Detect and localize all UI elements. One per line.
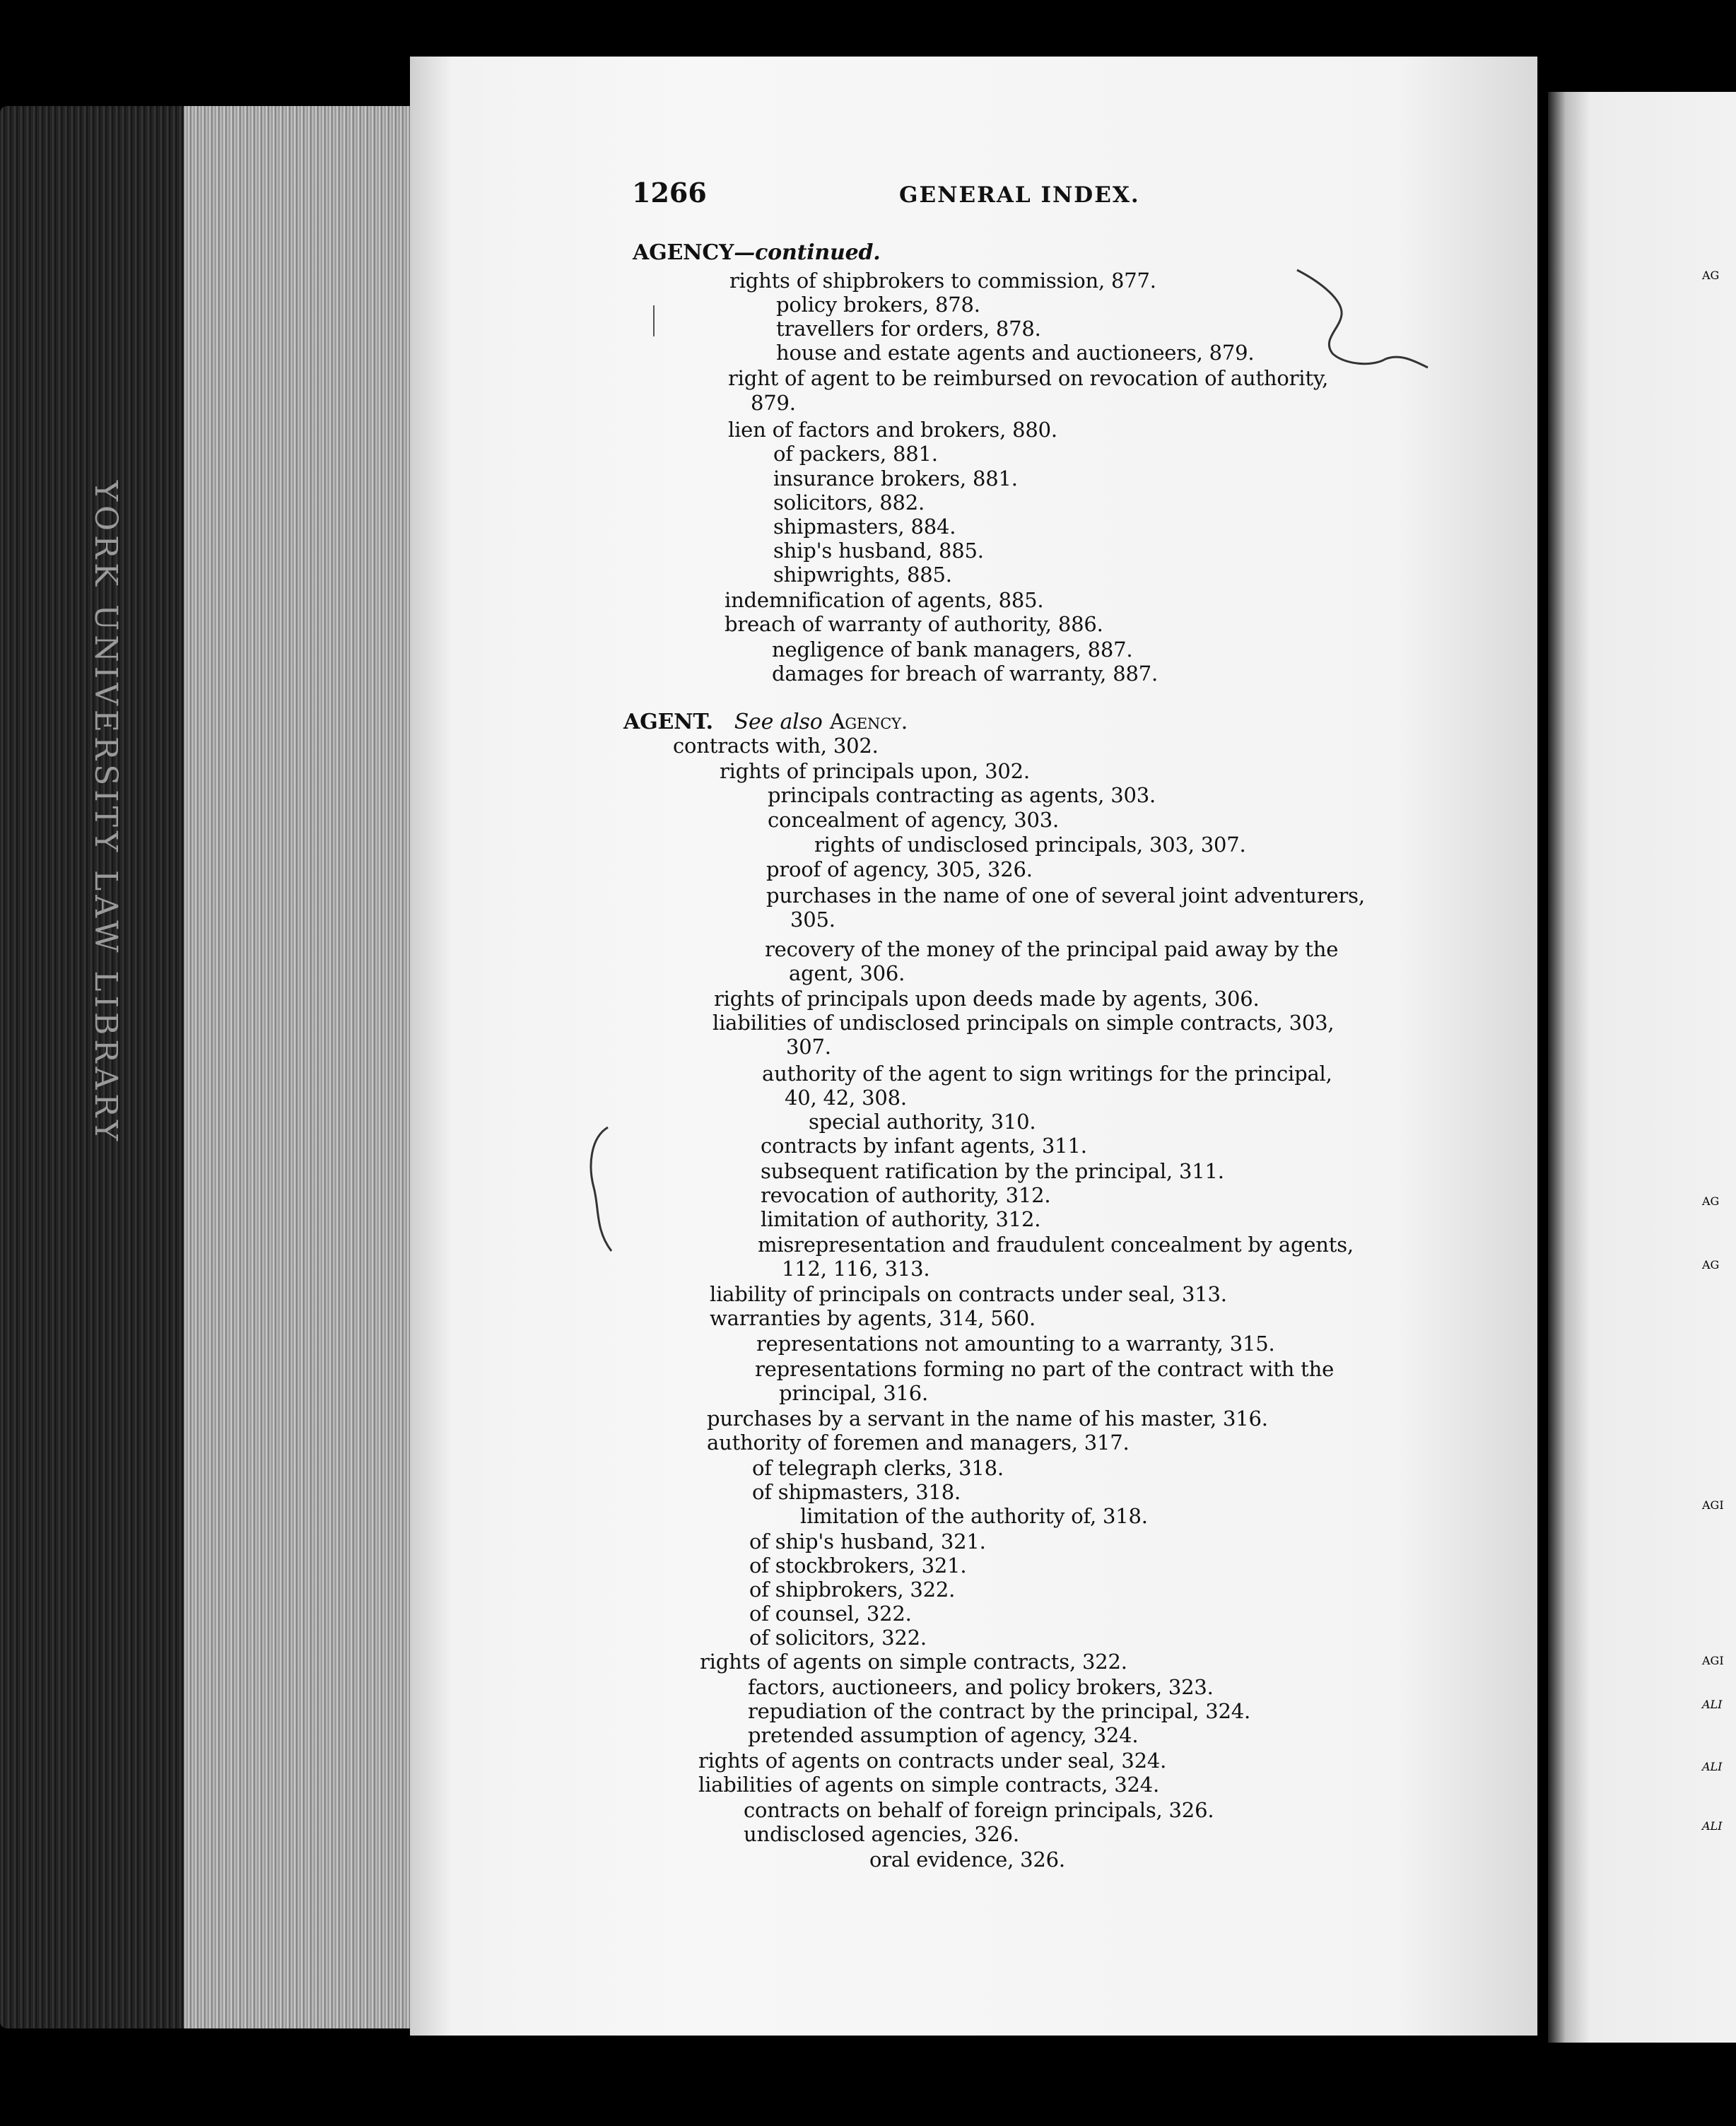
entry-text: oral evidence, 326. (869, 1848, 1065, 1872)
entry-text: revocation of authority, 312. (761, 1183, 1051, 1207)
entry-text: of ship's husband, 321. (749, 1529, 986, 1554)
index-entry (869, 1848, 1065, 1872)
index-entry (725, 612, 1103, 636)
facing-page-fragment: ALI (1702, 1698, 1723, 1711)
index-entry (773, 563, 952, 587)
pencil-bracket-mark-top (1294, 262, 1435, 382)
index-entry (714, 987, 1260, 1011)
index-entry (785, 1086, 907, 1110)
entry-text: 879. (751, 391, 796, 415)
index-entry (749, 1554, 966, 1578)
entry-text: rights of agents on contracts under seal, 324. (698, 1749, 1167, 1773)
entry-text: warranties by agents, 314, 560. (710, 1306, 1036, 1330)
entry-text: rights of principals upon deeds made by agents, 306. (714, 987, 1260, 1011)
entry-text: of telegraph clerks, 318. (752, 1456, 1004, 1480)
index-entry (633, 240, 881, 265)
page-title: GENERAL INDEX. (899, 182, 1140, 208)
entry-text: principal, 316. (779, 1381, 929, 1405)
entry-text: limitation of authority, 312. (761, 1207, 1041, 1231)
entry-text: liability of principals on contracts under seal, 313. (710, 1282, 1227, 1306)
entry-text: 40, 42, 308. (785, 1086, 907, 1110)
entry-text: 112, 116, 313. (782, 1257, 930, 1281)
index-entry (700, 1650, 1127, 1674)
facing-page-fragment: AG (1702, 1194, 1720, 1208)
spine-label: YORK UNIVERSITY LAW LIBRARY (88, 481, 124, 1146)
entry-text: of packers, 881. (773, 442, 938, 466)
index-entry (768, 783, 1156, 807)
entry-text: special authority, 310. (809, 1110, 1036, 1134)
entry-text: rights of agents on simple contracts, 322. (700, 1650, 1127, 1674)
facing-page-fragment: AGI (1702, 1654, 1724, 1667)
index-entry (766, 857, 1033, 881)
index-entry (744, 1822, 1019, 1846)
index-entry (761, 1183, 1050, 1207)
page-number: 1266 (632, 177, 707, 209)
entry-text: rights of principals upon, 302. (720, 759, 1030, 783)
entry-text: right of agent to be reimbursed on revocation of authority, (728, 366, 1329, 390)
index-entry (790, 908, 835, 932)
entry-text: subsequent ratification by the principal, 311. (761, 1159, 1224, 1183)
entry-text: purchases by a servant in the name of his master, 316. (707, 1406, 1268, 1431)
index-entry (707, 1406, 1268, 1431)
index-entry (725, 588, 1043, 612)
index-entry (789, 961, 905, 985)
book-page-edges (0, 106, 417, 2028)
index-entry (782, 1257, 929, 1281)
index-entry (698, 1749, 1166, 1773)
index-entry (758, 1233, 1354, 1257)
entry-text: travellers for orders, 878. (776, 317, 1041, 341)
entry-text: representations not amounting to a warranty, 315. (756, 1332, 1275, 1356)
index-entry (773, 491, 925, 515)
entry-text: concealment of agency, 303. (768, 808, 1060, 832)
entry-text: misrepresentation and fraudulent concealment by agents, (758, 1233, 1354, 1257)
index-entry (673, 734, 879, 758)
entry-text: limitation of the authority of, 318. (800, 1504, 1148, 1528)
entry-text: AGENCY (633, 240, 734, 265)
entry-text: solicitors, 882. (773, 491, 925, 515)
index-entry (729, 269, 1156, 293)
entry-text: undisclosed agencies, 326. (744, 1822, 1019, 1846)
index-entry (698, 1773, 1159, 1797)
entry-text: negligence of bank managers, 887. (772, 638, 1133, 662)
index-entry (800, 1504, 1148, 1528)
entry-text: policy brokers, 878. (776, 293, 980, 317)
entry-text: breach of warranty of authority, 886. (725, 612, 1103, 636)
entry-text: of shipmasters, 318. (752, 1480, 961, 1504)
entry-text: of stockbrokers, 321. (749, 1554, 967, 1578)
index-entry (762, 1062, 1332, 1086)
entry-text: proof of agency, 305, 326. (766, 857, 1033, 881)
index-entry (776, 293, 980, 317)
entry-text: of counsel, 322. (749, 1602, 912, 1626)
index-entry (623, 710, 908, 734)
index-entry (707, 1431, 1130, 1455)
entry-text: of shipbrokers, 322. (749, 1578, 956, 1602)
index-entry (814, 833, 1246, 857)
entry-text: contracts by infant agents, 311. (761, 1134, 1087, 1158)
pencil-tick-mark (650, 304, 657, 339)
index-entry (779, 1381, 928, 1405)
index-entry (765, 937, 1338, 961)
index-entry (773, 442, 938, 466)
entry-text: repudiation of the contract by the principal, 324. (748, 1699, 1251, 1723)
entry-text: factors, auctioneers, and policy brokers, 323. (748, 1675, 1214, 1699)
index-entry (752, 1480, 961, 1504)
index-entry (772, 662, 1158, 686)
index-entry (720, 759, 1030, 783)
continued-label: —continued. (734, 240, 881, 265)
index-entry (749, 1529, 986, 1554)
index-entry (748, 1675, 1214, 1699)
entry-text: authority of foremen and managers, 317. (707, 1431, 1130, 1455)
see-also-label: See also (734, 710, 823, 734)
index-entry (710, 1282, 1227, 1306)
entry-text: 307. (786, 1035, 831, 1059)
index-entry (712, 1011, 1334, 1035)
entry-text: contracts with, 302. (673, 734, 879, 758)
pencil-bracket-mark-left (580, 1124, 636, 1258)
entry-text: authority of the agent to sign writings for the principal, (762, 1062, 1332, 1086)
index-entry (748, 1723, 1138, 1747)
index-entry (710, 1306, 1036, 1330)
entry-text: purchases in the name of one of several joint adventurers, (766, 883, 1365, 908)
entry-text: shipmasters, 884. (773, 515, 956, 539)
facing-page-fragment: AG (1702, 1258, 1720, 1272)
index-entry (776, 317, 1041, 341)
entry-text: insurance brokers, 881. (773, 466, 1018, 491)
index-entry (773, 466, 1018, 491)
index-entry (773, 539, 984, 563)
index-entry (768, 808, 1059, 832)
entry-text: principals contracting as agents, 303. (768, 783, 1156, 807)
index-entry (786, 1035, 831, 1059)
entry-text: lien of factors and brokers, 880. (728, 418, 1057, 442)
entry-text: 305. (790, 908, 835, 932)
entry-text: representations forming no part of the contract with the (755, 1357, 1335, 1381)
see-also-reference: Agency. (829, 710, 908, 734)
index-entry (749, 1602, 912, 1626)
entry-text: liabilities of agents on simple contracts, 324. (698, 1773, 1160, 1797)
index-entry (751, 391, 796, 415)
facing-page-fragment: AGI (1702, 1498, 1724, 1512)
index-entry (776, 341, 1254, 365)
entry-text: pretended assumption of agency, 324. (748, 1723, 1139, 1747)
index-entry (756, 1332, 1274, 1356)
entry-text: rights of shipbrokers to commission, 877. (729, 269, 1156, 293)
entry-text: recovery of the money of the principal paid away by the (765, 937, 1339, 961)
index-entry (755, 1357, 1334, 1381)
facing-page-fragment: ALI (1702, 1819, 1723, 1833)
entry-text: agent, 306. (789, 961, 905, 985)
index-entry (749, 1626, 927, 1650)
entry-text: AGENT. (623, 710, 713, 734)
index-entry (749, 1578, 955, 1602)
entry-text: rights of undisclosed principals, 303, 307. (814, 833, 1246, 857)
entry-text: ship's husband, 885. (773, 539, 984, 563)
index-entry (773, 515, 956, 539)
index-entry (744, 1798, 1214, 1822)
index-entry (766, 883, 1365, 908)
index-entry (761, 1134, 1087, 1158)
entry-text: of solicitors, 322. (749, 1626, 927, 1650)
entry-text: shipwrights, 885. (773, 563, 952, 587)
index-entry (809, 1110, 1036, 1134)
entry-text: liabilities of undisclosed principals on simple contracts, 303, (712, 1011, 1335, 1035)
index-entry (748, 1699, 1250, 1723)
index-entry (728, 418, 1057, 442)
facing-page-fragment: AG (1702, 269, 1720, 282)
entry-text: house and estate agents and auctioneers, 879. (776, 341, 1255, 365)
index-entry (761, 1159, 1224, 1183)
index-entry (752, 1456, 1004, 1480)
index-entry (728, 366, 1328, 390)
index-entry (772, 638, 1132, 662)
entry-text: damages for breach of warranty, 887. (772, 662, 1158, 686)
facing-page-fragment: ALI (1702, 1760, 1723, 1773)
facing-page (1548, 92, 1736, 2043)
entry-text: contracts on behalf of foreign principals, 326. (744, 1798, 1214, 1822)
entry-text: indemnification of agents, 885. (725, 588, 1044, 612)
index-entry (761, 1207, 1040, 1231)
